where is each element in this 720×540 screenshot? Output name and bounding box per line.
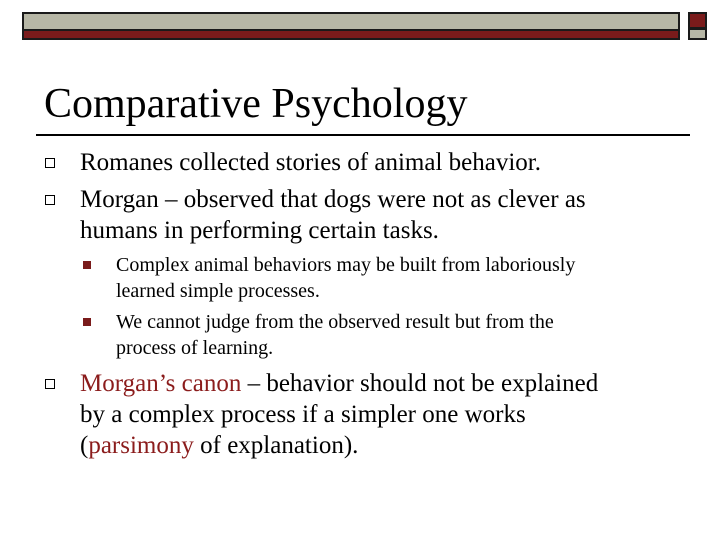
subbullet-1-line-1: Complex animal behaviors may be built from laboriously <box>116 254 576 276</box>
hollow-square-bullet-icon <box>45 379 55 389</box>
bullet-3-line-1-text: – behavior should not be explained <box>241 370 599 397</box>
header-bar-grey <box>22 12 680 31</box>
filled-square-bullet-icon <box>83 261 91 269</box>
bullet-3-line-1 <box>80 368 598 399</box>
slide-title: Comparative Psychology <box>44 81 468 127</box>
parsimony-term: parsimony <box>88 432 194 459</box>
bullet-2-line-2: humans in performing certain tasks. <box>80 217 439 244</box>
title-divider <box>36 134 690 136</box>
subbullet-1-line-2: learned simple processes. <box>116 280 320 302</box>
hollow-square-bullet-icon <box>45 195 55 205</box>
header-square-red <box>688 12 707 29</box>
bullet-2-line-1: Morgan – observed that dogs were not as clever as <box>80 186 586 213</box>
bullet-3-line-2: by a complex process if a simpler one works <box>80 401 526 428</box>
morgans-canon-term: Morgan’s canon <box>80 370 242 397</box>
bullet-3-line-3 <box>80 430 358 461</box>
subbullet-2-line-2: process of learning. <box>116 337 274 359</box>
header-square-grey <box>688 28 707 40</box>
filled-square-bullet-icon <box>83 318 91 326</box>
bullet-1-line-1: Romanes collected stories of animal behavior. <box>80 149 541 176</box>
header-bar-red <box>22 31 680 40</box>
bullet-3-line-3-text: of explanation). <box>193 432 359 459</box>
subbullet-2-line-1: We cannot judge from the observed result but from the <box>116 311 554 333</box>
hollow-square-bullet-icon <box>45 158 55 168</box>
open-paren: ( <box>80 432 89 459</box>
